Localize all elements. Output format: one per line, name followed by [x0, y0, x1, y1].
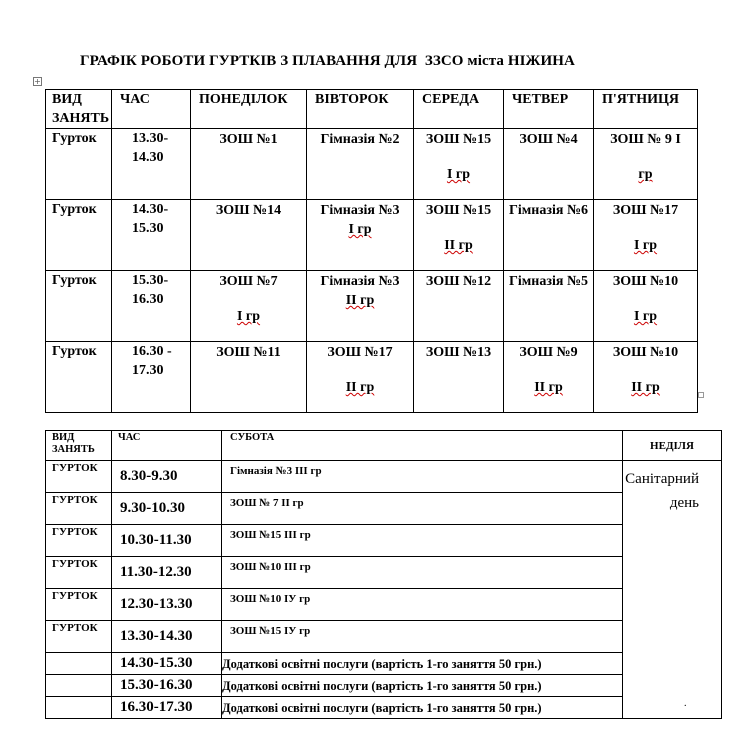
saturday-cell: Додаткові освітні послуги (вартість 1-го заняття 50 грн.): [222, 697, 623, 719]
sunday-empty-cell: [623, 697, 722, 719]
group-label: гр: [638, 167, 653, 182]
weekend-body: [46, 461, 722, 719]
school-name: ЗОШ № 9 І: [610, 132, 681, 147]
weekday-row: [46, 271, 698, 342]
schedule-cell: [307, 200, 414, 271]
group-label: І гр: [348, 222, 372, 237]
school-name: ЗОШ №7: [219, 274, 278, 289]
row-type: Гурток: [46, 271, 112, 342]
schedule-cell: [414, 129, 504, 200]
schedule-cell: [414, 342, 504, 413]
weekend-row: [46, 621, 722, 653]
saturday-cell: ЗОШ №15 ІУ гр: [222, 621, 623, 653]
table-resize-handle[interactable]: [698, 392, 704, 398]
school-name: ЗОШ №17: [327, 345, 393, 360]
school-name: ЗОШ №1: [219, 132, 278, 147]
group-label: ІІ гр: [345, 380, 375, 395]
school-name: Гімназія №3: [320, 274, 400, 289]
header-type: ВИД ЗАНЯТЬ: [46, 90, 112, 129]
weekend-row-type: [46, 675, 112, 697]
group-label: ІІ гр: [534, 380, 563, 395]
school-name: ЗОШ №10: [612, 274, 679, 289]
weekend-row-time: 15.30-16.30: [112, 675, 222, 697]
weekday-row: [46, 200, 698, 271]
row-time: 16.30 - 17.30: [112, 342, 191, 413]
weekday-row: [46, 342, 698, 413]
schedule-cell: [414, 271, 504, 342]
school-name: ЗОШ №11: [216, 345, 281, 360]
schedule-cell: [594, 200, 698, 271]
group-label: ІІ гр: [345, 293, 375, 308]
weekday-schedule-table: [45, 89, 698, 413]
header-time: ЧАС: [112, 90, 191, 129]
weekend-header-row: [46, 431, 722, 461]
schedule-cell: [414, 200, 504, 271]
weekend-row-time: 8.30-9.30: [112, 461, 222, 493]
row-type: Гурток: [46, 129, 112, 200]
school-name: Гімназія №2: [320, 132, 400, 147]
saturday-cell: Додаткові освітні послуги (вартість 1-го заняття 50 грн.): [222, 675, 623, 697]
school-name: ЗОШ №17: [612, 203, 679, 218]
school-name: ЗОШ №12: [425, 274, 492, 289]
weekend-row-type: ГУРТОК: [46, 461, 112, 493]
header-tuesday: ВІВТОРОК: [307, 90, 414, 129]
weekend-row-type: ГУРТОК: [46, 621, 112, 653]
weekend-row: [46, 525, 722, 557]
saturday-cell: ЗОШ №10 ІІІ гр: [222, 557, 623, 589]
schedule-cell: [504, 342, 594, 413]
saturday-cell: ЗОШ №10 ІУ гр: [222, 589, 623, 621]
schedule-cell: [191, 129, 307, 200]
weekday-row: [46, 129, 698, 200]
school-name: ЗОШ №13: [425, 345, 492, 360]
schedule-cell: [191, 200, 307, 271]
weekend-row-type: [46, 653, 112, 675]
weekend-row: [46, 675, 722, 697]
schedule-cell: [307, 342, 414, 413]
school-name: ЗОШ №14: [215, 203, 282, 218]
weekend-row-type: ГУРТОК: [46, 557, 112, 589]
weekend-row-type: ГУРТОК: [46, 493, 112, 525]
header-friday: П'ЯТНИЦЯ: [594, 90, 698, 129]
weekend-row-type: ГУРТОК: [46, 589, 112, 621]
saturday-cell: Додаткові освітні послуги (вартість 1-го заняття 50 грн.): [222, 653, 623, 675]
sunday-note: Санітарний день: [623, 461, 722, 697]
weekend-row: [46, 461, 722, 493]
weekend-header-saturday: СУБОТА: [222, 431, 623, 461]
row-time: 15.30-16.30: [112, 271, 191, 342]
weekend-row-type: ГУРТОК: [46, 525, 112, 557]
group-label: ІІ гр: [444, 238, 473, 253]
weekend-row: [46, 493, 722, 525]
saturday-cell: ЗОШ №15 ІІІ гр: [222, 525, 623, 557]
group-label: І гр: [633, 238, 658, 253]
school-name: ЗОШ №15: [425, 132, 492, 147]
schedule-cell: [594, 129, 698, 200]
weekday-header-row: [46, 90, 698, 129]
group-label: І гр: [446, 167, 471, 182]
weekday-body: [46, 129, 698, 413]
header-monday: ПОНЕДІЛОК: [191, 90, 307, 129]
school-name: ЗОШ №15: [425, 203, 492, 218]
weekend-header-time: ЧАС: [112, 431, 222, 461]
school-name: ЗОШ №10: [612, 345, 679, 360]
weekend-row-time: 13.30-14.30: [112, 621, 222, 653]
weekend-row-time: 10.30-11.30: [112, 525, 222, 557]
school-name: ЗОШ №9: [519, 345, 578, 360]
row-type: Гурток: [46, 200, 112, 271]
schedule-cell: [504, 129, 594, 200]
schedule-cell: [191, 342, 307, 413]
schedule-cell: [594, 271, 698, 342]
weekend-row: [46, 697, 722, 719]
header-thursday: ЧЕТВЕР: [504, 90, 594, 129]
weekend-header-sunday: НЕДІЛЯ: [623, 431, 722, 461]
weekend-schedule-table: [45, 430, 722, 719]
weekend-row: [46, 557, 722, 589]
school-name: Гімназія №6: [508, 203, 589, 218]
saturday-cell: ЗОШ № 7 ІІ гр: [222, 493, 623, 525]
group-label: І гр: [236, 309, 261, 324]
weekend-row-time: 12.30-13.30: [112, 589, 222, 621]
group-label: ІІ гр: [631, 380, 660, 395]
weekend-row-time: 14.30-15.30: [112, 653, 222, 675]
schedule-cell: [191, 271, 307, 342]
schedule-cell: [504, 271, 594, 342]
table-move-handle-icon[interactable]: +: [34, 77, 41, 86]
school-name: ЗОШ №4: [519, 132, 578, 147]
row-time: 14.30-15.30: [112, 200, 191, 271]
saturday-cell: Гімназія №3 ІІІ гр: [222, 461, 623, 493]
row-time: 13.30-14.30: [112, 129, 191, 200]
document-title: ГРАФІК РОБОТИ ГУРТКІВ З ПЛАВАННЯ ДЛЯ ЗЗСО міста НІЖИНА: [80, 53, 575, 69]
schedule-cell: [504, 200, 594, 271]
weekend-header-type: ВИД ЗАНЯТЬ: [46, 431, 112, 461]
trailing-mark: .: [684, 698, 687, 709]
weekend-row: [46, 589, 722, 621]
weekend-row-time: 9.30-10.30: [112, 493, 222, 525]
weekend-row: [46, 653, 722, 675]
schedule-cell: [307, 271, 414, 342]
header-wednesday: СЕРЕДА: [414, 90, 504, 129]
weekend-row-time: 11.30-12.30: [112, 557, 222, 589]
row-type: Гурток: [46, 342, 112, 413]
schedule-cell: [307, 129, 414, 200]
weekend-row-time: 16.30-17.30: [112, 697, 222, 719]
schedule-cell: [594, 342, 698, 413]
group-label: І гр: [633, 309, 658, 324]
weekend-row-type: [46, 697, 112, 719]
school-name: Гімназія №5: [508, 274, 589, 289]
school-name: Гімназія №3: [320, 203, 400, 218]
